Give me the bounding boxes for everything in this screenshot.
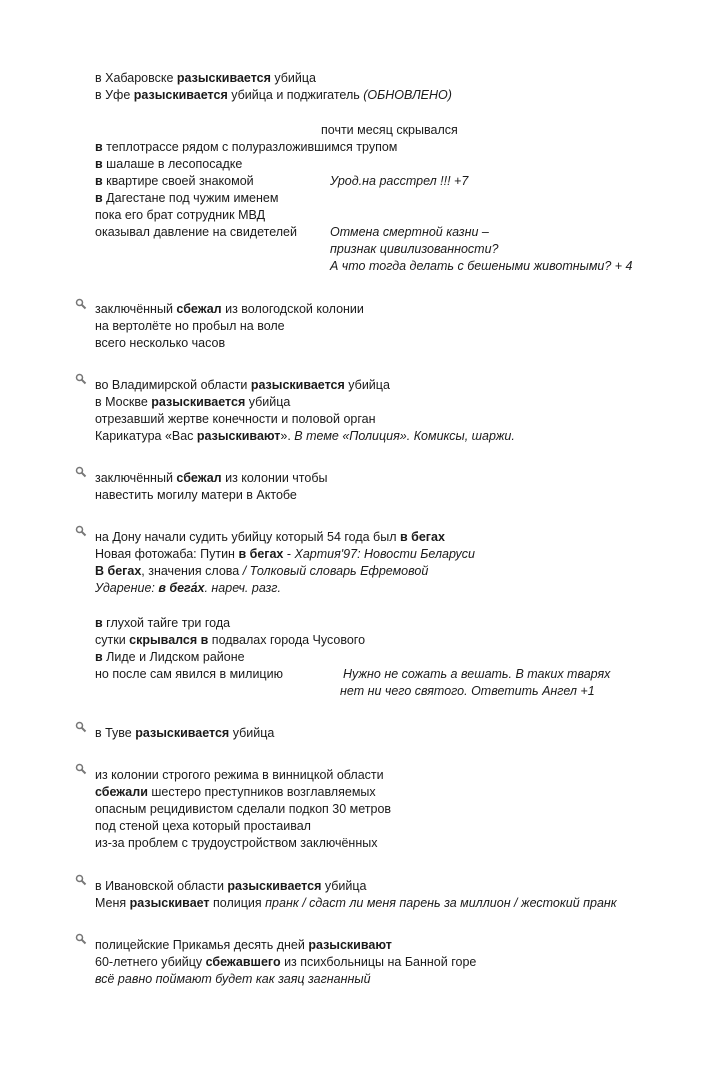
block2-header: почти месяц скрывался: [321, 123, 458, 137]
block10-line-1: полицейские Прикамья десять дней разыскивают: [95, 938, 392, 952]
search-icon[interactable]: [75, 721, 87, 733]
search-icon[interactable]: [75, 298, 87, 310]
block8-line-1: из колонии строгого режима в винницкой области: [95, 768, 384, 782]
block2-line-4: в Дагестане под чужим именем: [95, 191, 279, 205]
block5-line-1: заключённый сбежал из колонии чтобы: [95, 471, 328, 485]
block6-line-4: Ударение: в бега́х. нареч. разг.: [95, 581, 281, 595]
block5-line-2: навестить могилу матери в Актобе: [95, 488, 297, 502]
block6-line-2: Новая фотожаба: Путин в бегах - Хартия'97: Новости Беларуси: [95, 547, 475, 561]
block6-line-5: в глухой тайге три года: [95, 616, 231, 630]
line-khabarovsk: в Хабаровске разыскивается убийца: [95, 71, 317, 85]
comment-hang-1: Нужно не сожать а вешать. В таких тварях: [343, 667, 611, 681]
block4-line-3: отрезавший жертве конечности и половой орган: [95, 412, 376, 426]
comment-death-penalty-3: А что тогда делать с бешеными животными? + 4: [330, 259, 633, 273]
block3-line-3: всего несколько часов: [95, 336, 226, 350]
line-ufa: в Уфе разыскивается убийца и поджигатель (ОБНОВЛЕНО): [95, 88, 452, 102]
search-icon[interactable]: [75, 466, 87, 478]
comment-death-penalty-2: признак цивилизованности?: [330, 242, 499, 256]
comment-ugly: Урод.на расстрел !!! +7: [330, 174, 469, 188]
comment-death-penalty-1: Отмена смертной казни –: [330, 225, 489, 239]
block3-line-1: заключённый сбежал из вологодской колонии: [95, 302, 364, 316]
block8-line-5: из-за проблем с трудоустройством заключённых: [95, 836, 378, 850]
block8-line-4: под стеной цеха который простаивал: [95, 819, 311, 833]
block2-line-1: в теплотрассе рядом с полуразложившимся трупом: [95, 140, 398, 154]
comment-hang-2: нет ни чего святого. Ответить Ангел +1: [340, 684, 595, 698]
block10-line-2: 60-летнего убийцу сбежавшего из психбольницы на Банной горе: [95, 955, 477, 969]
block6-line-8: но после сам явился в милицию: [95, 667, 283, 681]
block8-line-3: опасным рецидивистом сделали подкоп 30 метров: [95, 802, 392, 816]
block2-line-3: в квартире своей знакомой: [95, 174, 254, 188]
block2-line-5: пока его брат сотрудник МВД: [95, 208, 266, 222]
block6-line-6: сутки скрывался в подвалах города Чусового: [95, 633, 366, 647]
block9-line-1: в Ивановской области разыскивается убийца: [95, 879, 367, 893]
block4-line-2: в Москве разыскивается убийца: [95, 395, 291, 409]
search-icon[interactable]: [75, 763, 87, 775]
block8-line-2: сбежали шестеро преступников возглавляемых: [95, 785, 376, 799]
block7-line-1: в Туве разыскивается убийца: [95, 726, 275, 740]
block6-line-3: В бегах, значения слова / Толковый словарь Ефремовой: [95, 564, 429, 578]
search-icon[interactable]: [75, 874, 87, 886]
search-icon[interactable]: [75, 525, 87, 537]
search-icon[interactable]: [75, 373, 87, 385]
block4-line-1: во Владимирской области разыскивается убийца: [95, 378, 390, 392]
block2-line-6: оказывал давление на свидетелей: [95, 225, 297, 239]
block6-line-7: в Лиде и Лидском районе: [95, 650, 245, 664]
block4-line-4: Карикатура «Вас разыскивают». В теме «Полиция». Комиксы, шаржи.: [95, 429, 515, 443]
block9-line-2: Меня разыскивает полиция пранк / сдаст ли меня парень за миллион / жестокий пранк: [95, 896, 617, 910]
search-icon[interactable]: [75, 933, 87, 945]
block6-line-1: на Дону начали судить убийцу который 54 года был в бегах: [95, 530, 445, 544]
block10-line-3: всё равно поймают будет как заяц загнанный: [95, 972, 371, 986]
block2-line-2: в шалаше в лесопосадке: [95, 157, 243, 171]
block3-line-2: на вертолёте но пробыл на воле: [95, 319, 285, 333]
